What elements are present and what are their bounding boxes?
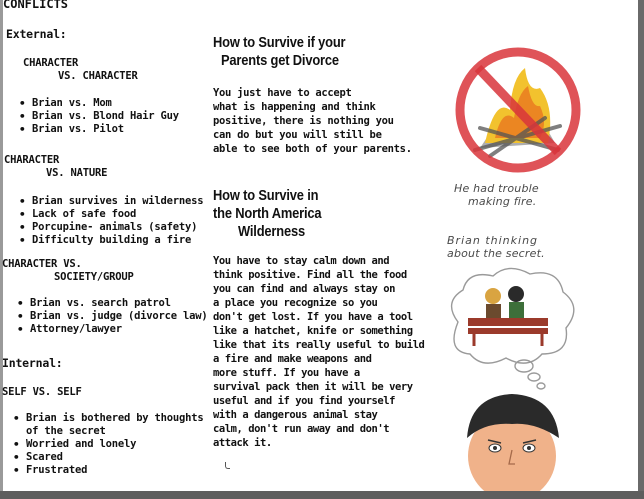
internal-label: Internal: xyxy=(2,356,63,370)
cvs-heading-line2: SOCIETY/GROUP xyxy=(54,271,134,283)
no-sign-icon xyxy=(460,52,576,168)
brian-face-drawing xyxy=(455,388,570,493)
list-item: • Worried and lonely xyxy=(26,438,204,451)
list-item: • Brian vs. Blond Hair Guy xyxy=(32,110,179,123)
list-item: • Brian vs. search patrol xyxy=(30,297,208,310)
no-fire-drawing xyxy=(440,38,595,178)
wilderness-title-line2: the North America xyxy=(213,205,322,222)
list-item: • Difficulty building a fire xyxy=(32,234,203,247)
conflicts-title: CONFLICTS xyxy=(3,0,69,11)
cvn-heading-line1: CHARACTER xyxy=(4,154,60,166)
svs-item1-line1: Brian is bothered by thoughts xyxy=(26,412,204,424)
caption-secret-line2: about the secret. xyxy=(447,247,545,260)
stray-mark xyxy=(225,462,230,469)
list-item xyxy=(26,412,204,438)
svs-list xyxy=(26,412,204,477)
list-item: • Brian survives in wilderness xyxy=(32,195,203,208)
svs-heading: SELF VS. SELF xyxy=(2,386,82,398)
cvn-heading-line2: VS. NATURE xyxy=(46,167,108,179)
cvs-heading-line1: CHARACTER VS. xyxy=(2,258,82,270)
svs-item1-line2: of the secret xyxy=(26,425,106,437)
cvs-list xyxy=(30,297,208,336)
list-item: • Brian vs. Pilot xyxy=(32,123,179,136)
cvc-heading-line1: CHARACTER xyxy=(23,57,79,69)
thought-cloud-drawing xyxy=(438,262,588,392)
list-item: • Porcupine- animals (safety) xyxy=(32,221,203,234)
list-item: • Brian vs. Mom xyxy=(32,97,179,110)
list-item: • Scared xyxy=(26,451,204,464)
wilderness-body: You have to stay calm down and think positive. Find all the food you can find and always stay on a place you recognize so you don't get lost. If you have a tool like a hatchet, knife or something like that its really useful to build a fire and make weapons and more stuff. If you have a survival pack then it will be very useful and if you find yourself with a dangerous animal stay calm, don't run away and don't attack it. xyxy=(213,255,425,449)
scan-left-edge xyxy=(0,0,3,499)
cvc-list xyxy=(32,97,179,136)
scan-bottom-edge xyxy=(0,491,644,499)
caption-fire-line2: making fire. xyxy=(468,195,537,208)
divorce-body: You just have to accept what is happening and think positive, there is nothing you can do but you will still be able to see both of your parents. xyxy=(213,87,412,155)
cvn-list xyxy=(32,195,203,247)
divorce-title-line2: Parents get Divorce xyxy=(221,52,339,69)
list-item: • Frustrated xyxy=(26,464,204,477)
wilderness-title-line1: How to Survive in xyxy=(213,187,319,204)
wilderness-title-line3: Wilderness xyxy=(238,223,305,240)
caption-secret-line1: Brian thinking xyxy=(447,234,539,247)
divorce-title-line1: How to Survive if your xyxy=(213,34,346,51)
face-icon xyxy=(467,394,559,493)
list-item: • Attorney/lawyer xyxy=(30,323,208,336)
external-label: External: xyxy=(6,27,67,41)
list-item: • Lack of safe food xyxy=(32,208,203,221)
couple-on-bench-icon xyxy=(468,286,548,346)
list-item: • Brian vs. judge (divorce law) xyxy=(30,310,208,323)
cvc-heading-line2: VS. CHARACTER xyxy=(58,70,138,82)
scan-right-edge xyxy=(638,0,644,499)
caption-fire-line1: He had trouble xyxy=(454,182,539,195)
